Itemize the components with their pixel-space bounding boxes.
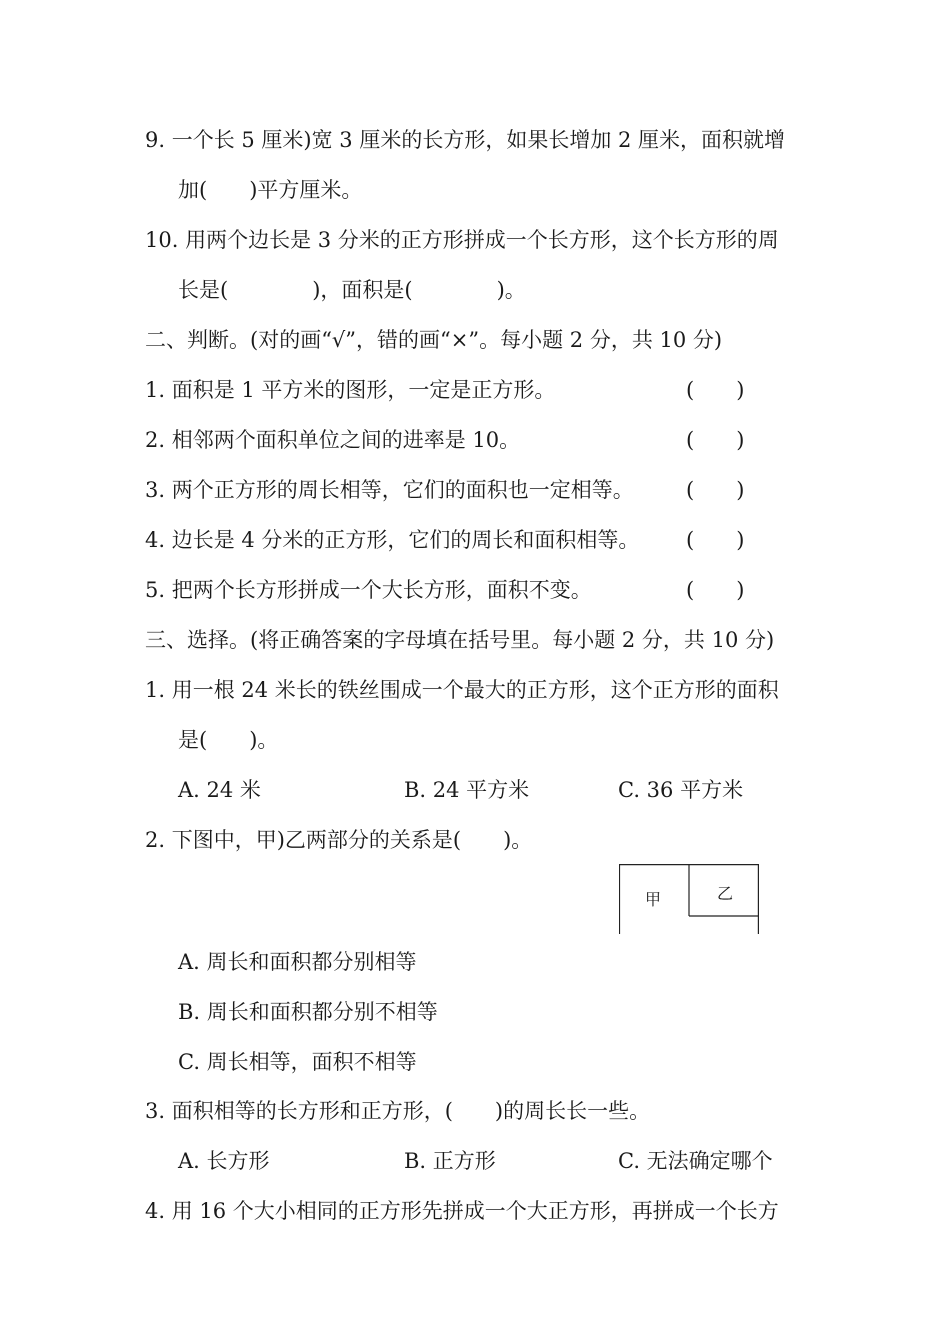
question-10-line2: 长是( )，面积是( )。 — [178, 278, 526, 302]
section-2-heading: 二、判断。(对的画“√”，错的画“×”。每小题 2 分，共 10 分) — [145, 328, 723, 352]
choice-4-line1: 4. 用 16 个大小相同的正方形先拼成一个大正方形，再拼成一个长方 — [145, 1199, 779, 1223]
judge-item-1: 1. 面积是 1 平方米的图形，一定是正方形。 — [145, 378, 556, 402]
choice-2-stem: 2. 下图中，甲)乙两部分的关系是( )。 — [145, 828, 533, 852]
choice-3-stem: 3. 面积相等的长方形和正方形，( )的周长长一些。 — [145, 1099, 651, 1123]
judge-item-4-answer[interactable]: ( ) — [686, 528, 745, 552]
figure-label-yi: 乙 — [717, 884, 734, 903]
question-9-line2: 加( )平方厘米。 — [178, 178, 363, 202]
choice-1-option-b[interactable]: B. 24 平方米 — [404, 778, 530, 802]
choice-1-line2: 是( )。 — [178, 728, 279, 752]
judge-item-3: 3. 两个正方形的周长相等，它们的面积也一定相等。 — [145, 478, 634, 502]
choice-1-option-a[interactable]: A. 24 米 — [178, 778, 261, 802]
choice-3-option-c[interactable]: C. 无法确定哪个 — [618, 1149, 773, 1173]
choice-2-option-c[interactable]: C. 周长相等，面积不相等 — [178, 1050, 417, 1074]
choice-1-line1: 1. 用一根 24 米长的铁丝围成一个最大的正方形，这个正方形的面积 — [145, 678, 779, 702]
judge-item-3-answer[interactable]: ( ) — [686, 478, 745, 502]
choice-2-option-a[interactable]: A. 周长和面积都分别相等 — [178, 950, 417, 974]
question-10-line1: 10. 用两个边长是 3 分米的正方形拼成一个长方形，这个长方形的周 — [145, 228, 779, 252]
judge-item-5-answer[interactable]: ( ) — [686, 578, 745, 602]
jia-yi-figure-drawing — [619, 864, 759, 934]
figure-label-jia: 甲 — [645, 890, 662, 909]
judge-item-2: 2. 相邻两个面积单位之间的进率是 10。 — [145, 428, 521, 452]
judge-item-4: 4. 边长是 4 分米的正方形，它们的周长和面积相等。 — [145, 528, 640, 552]
jia-yi-figure — [619, 864, 759, 934]
judge-item-1-answer[interactable]: ( ) — [686, 378, 745, 402]
judge-item-5: 5. 把两个长方形拼成一个大长方形，面积不变。 — [145, 578, 592, 602]
choice-2-option-b[interactable]: B. 周长和面积都分别不相等 — [178, 1000, 438, 1024]
question-9-line1: 9. 一个长 5 厘米)宽 3 厘米的长方形，如果长增加 2 厘米，面积就增 — [145, 128, 786, 152]
section-3-heading: 三、选择。(将正确答案的字母填在括号里。每小题 2 分，共 10 分) — [145, 628, 775, 652]
judge-item-2-answer[interactable]: ( ) — [686, 428, 745, 452]
choice-3-option-a[interactable]: A. 长方形 — [178, 1149, 270, 1173]
choice-1-option-c[interactable]: C. 36 平方米 — [618, 778, 744, 802]
choice-3-option-b[interactable]: B. 正方形 — [404, 1149, 496, 1173]
